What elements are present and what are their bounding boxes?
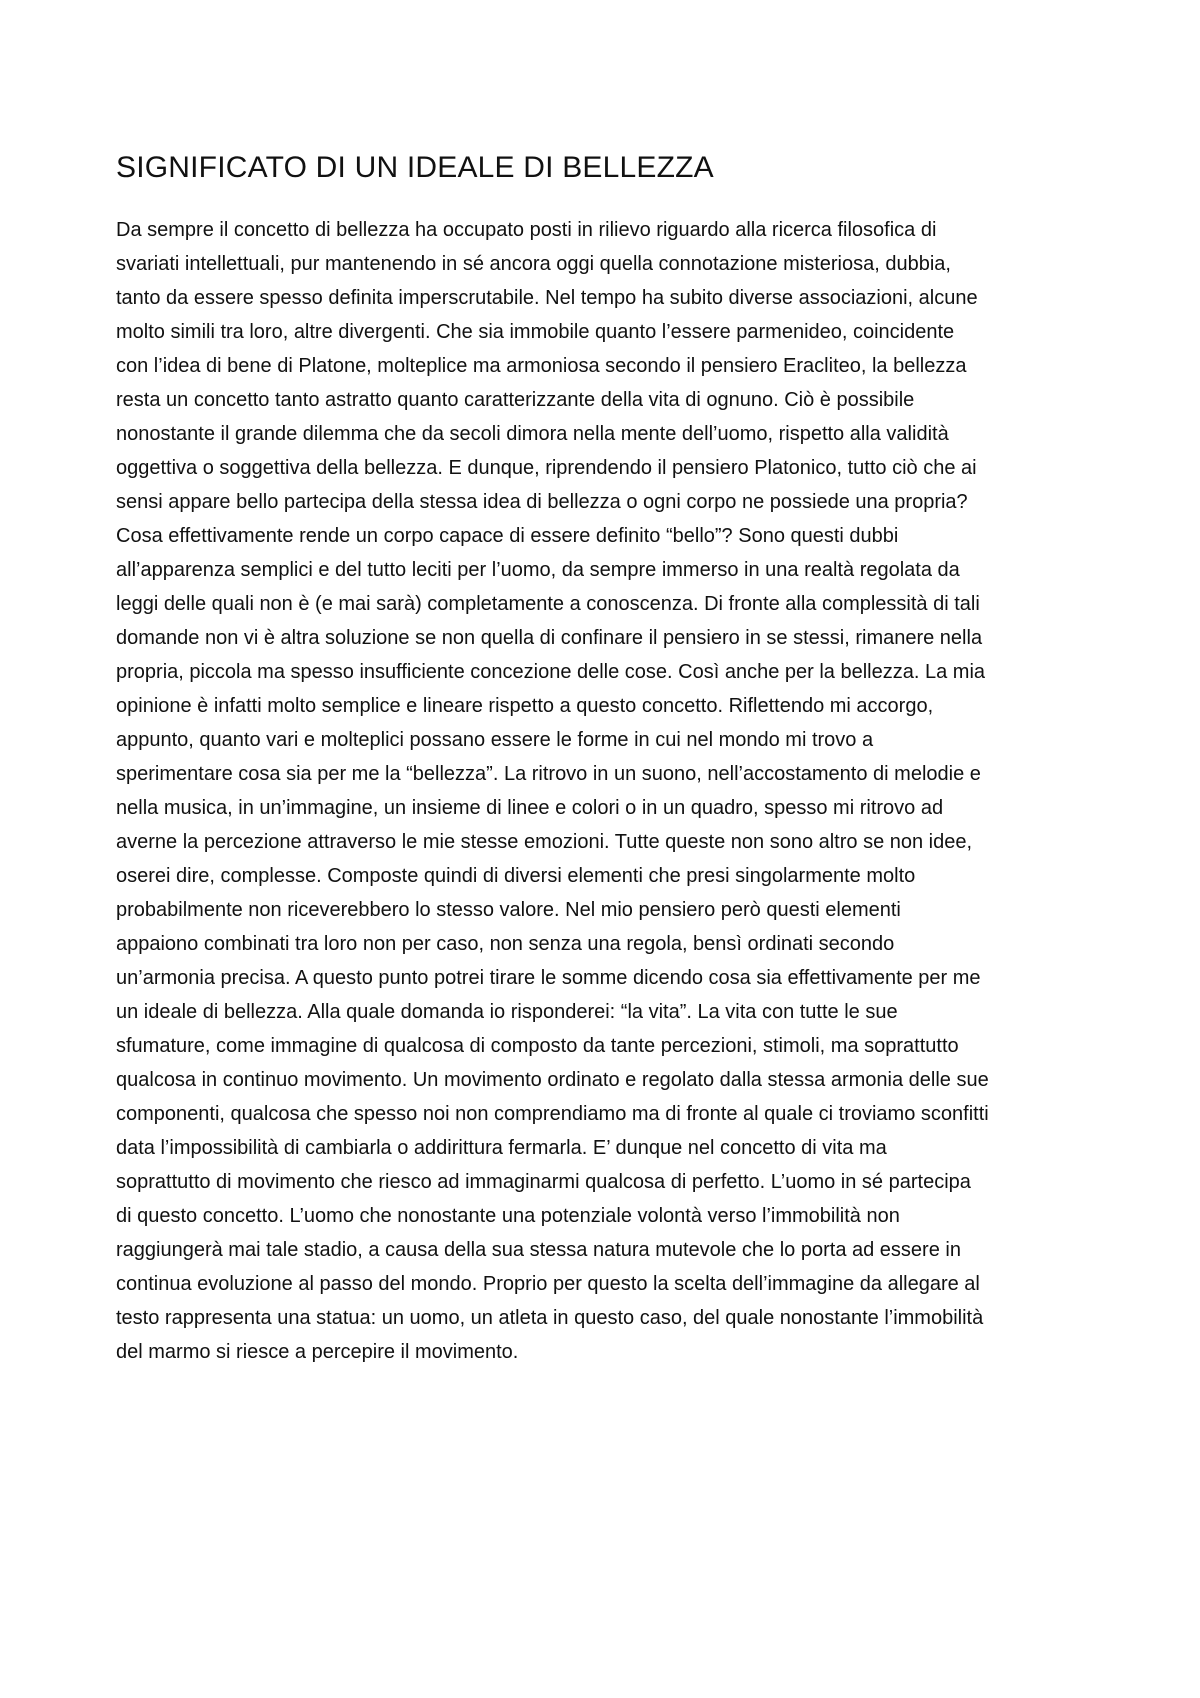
body-line: appaiono combinati tra loro non per caso, non senza una regola, bensì ordinati secondo	[116, 933, 895, 955]
body-line: domande non vi è altra soluzione se non quella di confinare il pensiero in se stessi, rimanere nella	[116, 627, 983, 649]
body-line: probabilmente non riceverebbero lo stesso valore. Nel mio pensiero però questi elementi	[116, 899, 901, 921]
body-line: nonostante il grande dilemma che da secoli dimora nella mente dell’uomo, rispetto alla validità	[116, 423, 949, 445]
body-line: componenti, qualcosa che spesso noi non comprendiamo ma di fronte al quale ci troviamo sconfitti	[116, 1103, 989, 1125]
body-line: nella musica, in un’immagine, un insieme di linee e colori o in un quadro, spesso mi ritrovo ad	[116, 797, 944, 819]
body-line: oserei dire, complesse. Composte quindi di diversi elementi che presi singolarmente molto	[116, 865, 916, 887]
body-line: con l’idea di bene di Platone, molteplice ma armoniosa secondo il pensiero Eracliteo, la bellezza	[116, 355, 967, 377]
body-line: soprattutto di movimento che riesco ad immaginarmi qualcosa di perfetto. L’uomo in sé partecipa	[116, 1171, 971, 1193]
body-line: Da sempre il concetto di bellezza ha occupato posti in rilievo riguardo alla ricerca filosofica di	[116, 219, 937, 241]
body-line: sfumature, come immagine di qualcosa di composto da tante percezioni, stimoli, ma soprattutto	[116, 1035, 959, 1057]
document-body	[116, 213, 1116, 1369]
body-line: testo rappresenta una statua: un uomo, un atleta in questo caso, del quale nonostante l’immobilità	[116, 1307, 984, 1329]
body-line: data l’impossibilità di cambiarla o addirittura fermarla. E’ dunque nel concetto di vita ma	[116, 1137, 887, 1159]
body-line: del marmo si riesce a percepire il movimento.	[116, 1341, 519, 1363]
body-line: raggiungerà mai tale stadio, a causa della sua stessa natura mutevole che lo porta ad essere in	[116, 1239, 961, 1261]
body-line: di questo concetto. L’uomo che nonostante una potenziale volontà verso l’immobilità non	[116, 1205, 900, 1227]
body-line: appunto, quanto vari e molteplici possano essere le forme in cui nel mondo mi trovo a	[116, 729, 874, 751]
body-line: opinione è infatti molto semplice e lineare rispetto a questo concetto. Riflettendo mi accorgo,	[116, 695, 934, 717]
body-line: svariati intellettuali, pur mantenendo in sé ancora oggi quella connotazione misteriosa, dubbia,	[116, 253, 951, 275]
document-title: SIGNIFICATO DI UN IDEALE DI BELLEZZA	[116, 151, 714, 184]
body-line: resta un concetto tanto astratto quanto caratterizzante della vita di ognuno. Ciò è possibile	[116, 389, 915, 411]
body-line: un’armonia precisa. A questo punto potrei tirare le somme dicendo cosa sia effettivamente per me	[116, 967, 981, 989]
body-line: tanto da essere spesso definita imperscrutabile. Nel tempo ha subito diverse associazioni, alcune	[116, 287, 978, 309]
body-line: averne la percezione attraverso le mie stesse emozioni. Tutte queste non sono altro se non idee,	[116, 831, 973, 853]
body-line: oggettiva o soggettiva della bellezza. E dunque, riprendendo il pensiero Platonico, tutto ciò che ai	[116, 457, 977, 479]
body-line: un ideale di bellezza. Alla quale domanda io risponderei: “la vita”. La vita con tutte le sue	[116, 1001, 898, 1023]
body-line: qualcosa in continuo movimento. Un movimento ordinato e regolato dalla stessa armonia delle sue	[116, 1069, 989, 1091]
body-line: propria, piccola ma spesso insufficiente concezione delle cose. Così anche per la bellezza. La mia	[116, 661, 986, 683]
body-line: sensi appare bello partecipa della stessa idea di bellezza o ogni corpo ne possiede una propria?	[116, 491, 968, 513]
body-line: Cosa effettivamente rende un corpo capace di essere definito “bello”? Sono questi dubbi	[116, 525, 899, 547]
body-line: all’apparenza semplici e del tutto leciti per l’uomo, da sempre immerso in una realtà regolata da	[116, 559, 960, 581]
body-line: sperimentare cosa sia per me la “bellezza”. La ritrovo in un suono, nell’accostamento di melodie e	[116, 763, 981, 785]
body-line: molto simili tra loro, altre divergenti. Che sia immobile quanto l’essere parmenideo, coincidente	[116, 321, 955, 343]
body-line: leggi delle quali non è (e mai sarà) completamente a conoscenza. Di fronte alla complessità di tali	[116, 593, 980, 615]
body-line: continua evoluzione al passo del mondo. Proprio per questo la scelta dell’immagine da allegare al	[116, 1273, 980, 1295]
